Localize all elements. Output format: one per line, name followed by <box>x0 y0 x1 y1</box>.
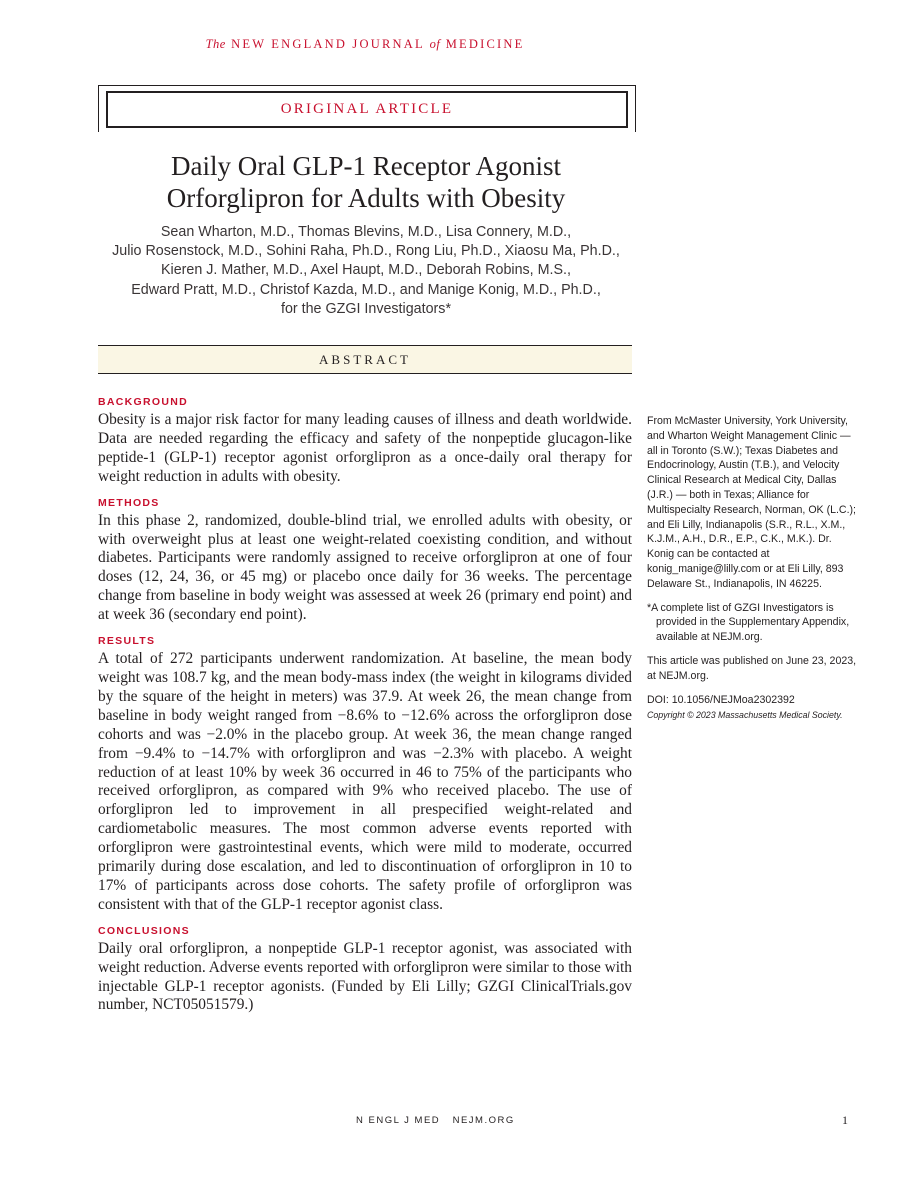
results-heading: RESULTS <box>98 635 156 648</box>
author-line: Sean Wharton, M.D., Thomas Blevins, M.D., Lisa Connery, M.D., <box>160 224 572 240</box>
affiliations-note: From McMaster University, York University, and Wharton Weight Management Clinic — all in Toronto (S.W.); Texas Diabetes and Endocrinology, Austin (T.B.), and Velocity Clinical Research at Medical City, Dallas (J.R.) — both in Texas; Alliance for Multispecialty Research, Norman, OK (L.C.); and Eli Lilly, Indianapolis (S.R., R.L., X.M., K.J.M., A.H., D.R., E.P., C.K., M.K.). Dr. Konig can be contacted at konig_manige@lilly.com or at Eli Lilly, 893 Delaware St., Indianapolis, IN 46225. <box>647 415 856 590</box>
page-number: 1 <box>842 1113 848 1127</box>
footer-journal <box>356 1115 515 1126</box>
title-line-1: Daily Oral GLP-1 Receptor Agonist <box>171 151 561 181</box>
copyright-text: Copyright © 2023 Massachusetts Medical Society. <box>647 710 843 721</box>
footer-site: NEJM.ORG <box>452 1115 515 1126</box>
masthead-of: of <box>429 37 441 51</box>
article-type-box <box>106 91 628 128</box>
author-line: Kieren J. Mather, M.D., Axel Haupt, M.D., Deborah Robins, M.S., <box>160 262 571 279</box>
article-type-label: ORIGINAL ARTICLE <box>280 101 454 117</box>
author-line: Julio Rosenstock, M.D., Sohini Raha, Ph.D., Rong Liu, Ph.D., Xiaosu Ma, Ph.D., <box>112 243 620 260</box>
background-text: Obesity is a major risk factor for many leading causes of illness and death worldwide. Data are needed regarding the efficacy and safety of the nonpeptide glucagon-like peptide-1 (GLP-1) receptor agonist orforglipron as a once-daily oral therapy for weight reduction in adults with obesity. <box>98 411 632 485</box>
abstract-label: ABSTRACT <box>319 351 411 367</box>
background-heading: BACKGROUND <box>98 396 188 408</box>
article-title <box>98 150 634 214</box>
conclusions-text: Daily oral orforglipron, a nonpeptide GLP-1 receptor agonist, was associated with weight reduction. Adverse events reported with orforglipron were similar to those with injectable GLP-1 receptor agonists. (Funded by Eli Lilly; GZGI ClinicalTrials.gov number, NCT05051579.) <box>98 939 632 1014</box>
methods-text: In this phase 2, randomized, double-blind trial, we enrolled adults with obesity, or with overweight plus at least one weight-related coexisting condition, and without diabetes. Participants were randomly assigned to receive orforglipron at one of four doses (12, 24, 36, or 45 mg) or placebo once daily for 36 weeks. The percentage change from baseline in body weight was assessed at week 26 (primary end point) and at week 36 (secondary end point). <box>98 511 632 624</box>
masthead-the: The <box>205 37 226 51</box>
conclusions-heading: CONCLUSIONS <box>98 924 190 937</box>
abstract-body <box>98 396 632 1015</box>
sidebar-notes <box>647 414 857 732</box>
author-line: Edward Pratt, M.D., Christof Kazda, M.D., and Manige Konig, M.D., Ph.D., <box>131 281 601 298</box>
journal-masthead <box>0 37 730 52</box>
author-list <box>98 223 634 319</box>
masthead-part2: MEDICINE <box>445 37 525 51</box>
results-text: A total of 272 participants underwent randomization. At baseline, the mean body weight was 108.7 kg, and the mean body-mass index (the weight in kilograms divided by the square of the height in meters) was 37.9. At week 26, the mean change from baseline in body weight ranged from −8.6% to −12.6% across the orforglipron dose cohorts and was −2.0% in the placebo group. At week 36, the mean change ranged from −9.4% to −14.7% with orforglipron and was −2.3% with placebo. A weight reduction of at least 10% by week 36 occurred in 46 to 75% of the participants who received orforglipron, as compared with 9% who received placebo. The use of orforglipron led to improvement in all prespecified weight-related and cardiometabolic measures. The most common adverse events reported with orforglipron were gastrointestinal events, which were mild to moderate, occurred primarily during dose escalation, and led to discontinuation of orforglipron in 10 to 17% of participants across dose cohorts. The safety profile of orforglipron was consistent with that of the GLP-1 receptor agonist class. <box>98 650 632 913</box>
footer-journal-abbrev: N ENGL J MED <box>356 1115 441 1126</box>
masthead-part1: NEW ENGLAND JOURNAL <box>231 37 425 51</box>
publication-note: This article was published on June 23, 2023, at NEJM.org. <box>647 654 857 682</box>
investigators-note: *A complete list of GZGI Investigators is provided in the Supplementary Appendix, available at NEJM.org. <box>647 601 850 644</box>
title-line-2: Orforglipron for Adults with Obesity <box>166 183 566 213</box>
doi-text: DOI: 10.1056/NEJMoa2302392 <box>647 693 795 706</box>
author-line: for the GZGI Investigators* <box>280 300 452 317</box>
methods-heading: METHODS <box>98 496 160 509</box>
abstract-header-bar <box>98 345 632 374</box>
